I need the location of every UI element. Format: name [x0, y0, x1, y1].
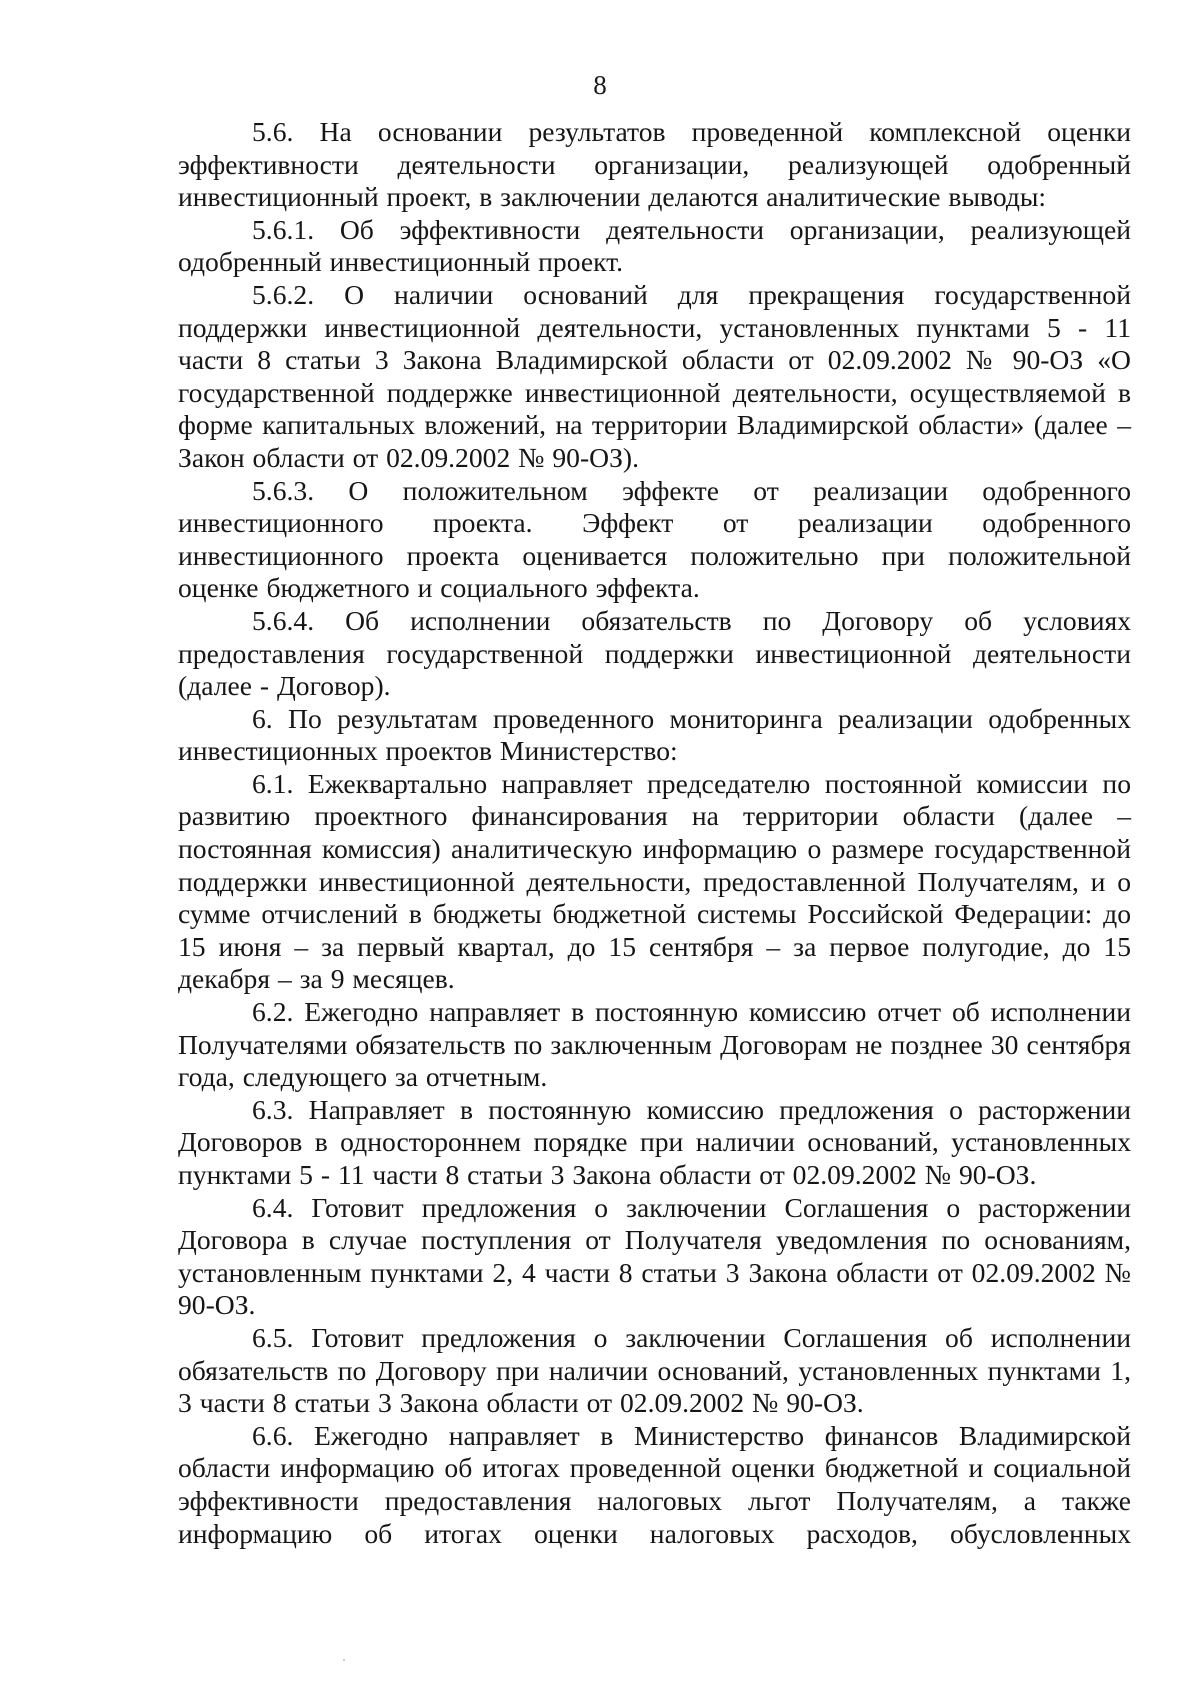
paragraph-6-5: 6.5. Готовит предложения о заключении Соглашения об исполнении обязательств по Договору при наличии оснований, установленных пунктами 1, 3 части 8 статьи 3 Закона области от 02.09.2002 № 90-ОЗ. — [178, 1321, 1131, 1419]
paragraph-6-2: 6.2. Ежегодно направляет в постоянную комиссию отчет об исполнении Получателями обязательств по заключенным Договорам не позднее 30 сентября года, следующего за отчетным. — [178, 996, 1131, 1093]
paragraph-5-6-1: 5.6.1. Об эффективности деятельности организации, реализующей одобренный инвестиционный проект. — [178, 213, 1131, 278]
paragraph-6-4: 6.4. Готовит предложения о заключении Соглашения о расторжении Договора в случае поступления от Получателя уведомления по основаниям, установленным пунктами 2, 4 части 8 статьи 3 Закона области от 02.09.2002 № 90-ОЗ. — [178, 1191, 1131, 1321]
scan-speck — [343, 1659, 345, 1661]
paragraph-6-3: 6.3. Направляет в постоянную комиссию предложения о расторжении Договоров в одностороннем порядке при наличии оснований, установленных пунктами 5 - 11 части 8 статьи 3 Закона области от 02.09.2002 № 90-ОЗ. — [178, 1093, 1131, 1190]
paragraph-5-6-4: 5.6.4. Об исполнении обязательств по Договору об условиях предоставления государственной поддержки инвестиционной деятельности (далее - Договор). — [178, 604, 1131, 702]
page-number: 8 — [593, 70, 607, 100]
paragraph-5-6-2: 5.6.2. О наличии оснований для прекращения государственной поддержки инвестиционной деятельности, установленных пунктами 5 - 11 части 8 статьи 3 Закона Владимирской области от 02.09.2002 № 90-ОЗ «О государственной поддержке инвестиционной деятельности, осуществляемой в форме капитальных вложений, на территории Владимирской области» (далее – Закон области от 02.09.2002 № 90-ОЗ). — [178, 278, 1131, 473]
paragraph-5-6-3: 5.6.3. О положительном эффекте от реализации одобренного инвестиционного проекта. Эффект от реализации одобренного инвестиционного проекта оценивается положительно при положительной оценке бюджетного и социального эффекта. — [178, 474, 1131, 604]
paragraph-6: 6. По результатам проведенного мониторинга реализации одобренных инвестиционных проектов Министерство: — [178, 702, 1131, 767]
paragraph-6-1: 6.1. Ежеквартально направляет председателю постоянной комиссии по развитию проектного финансирования на территории области (далее – постоянная комиссия) аналитическую информацию о размере государственной поддержки инвестиционной деятельности, предоставленной Получателям, и о сумме отчислений в бюджеты бюджетной системы Российской Федерации: до 15 июня – за первый квартал, до 15 сентября – за первое полугодие, до 15 декабря – за 9 месяцев. — [178, 767, 1131, 995]
paragraph-6-6: 6.6. Ежегодно направляет в Министерство финансов Владимирской области информацию об итогах проведенной оценки бюджетной и социальной эффективности предоставления налоговых льгот Получателям, а также информацию об итогах оценки налоговых расходов, обусловленных — [178, 1419, 1131, 1549]
paragraph-5-6: 5.6. На основании результатов проведенной комплексной оценки эффективности деятельности организации, реализующей одобренный инвестиционный проект, в заключении делаются аналитические выводы: — [178, 116, 1131, 213]
document-body — [178, 116, 1131, 1550]
